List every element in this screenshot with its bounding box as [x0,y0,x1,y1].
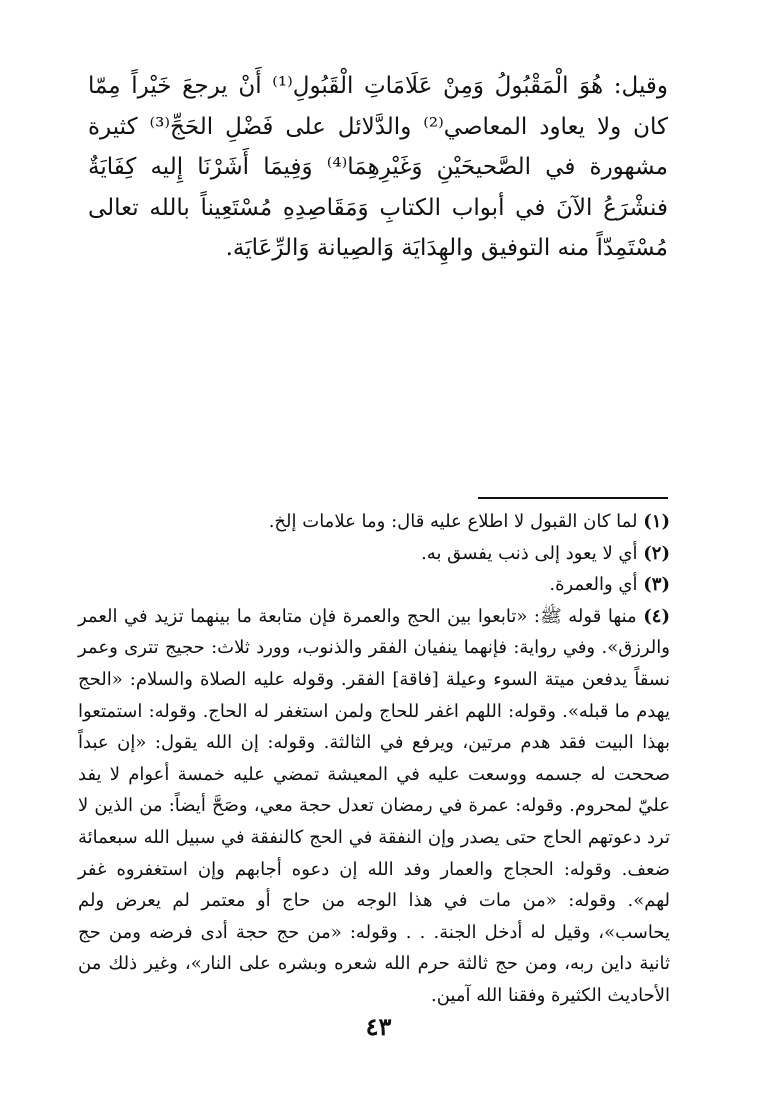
footnote-number: (٢) [643,542,670,564]
footnote-text: أي لا يعود إلى ذنب يفسق به. [421,542,638,564]
footnote-divider [478,497,668,499]
footnote-number: (٤) [643,605,670,627]
footnote-text: لما كان القبول لا اطلاع عليه قال: وما علامات إلخ. [268,511,638,532]
footnote-2 [78,538,670,570]
main-text-block [88,66,668,269]
footnote-3 [78,569,670,601]
footnotes-section [78,506,670,1012]
footnote-1 [78,506,670,538]
page-number: ٤٣ [365,1012,392,1041]
footnote-number: (١) [643,511,670,532]
footnote-number: (٣) [643,574,670,596]
footnote-4 [78,601,670,1012]
main-paragraph: وقيل: هُوَ الْمَقْبُولُ وَمِنْ عَلَامَاتِ الْقَبُولِ⁽¹⁾ أَنْ يرجعَ خَيْراً مِمّا كان ولا يعاود المعاصي⁽²⁾ والدَّلائل على فَضْلِ الحَجِّ⁽³⁾ كثيرة مشهورة في الصَّحيحَيْنِ وَغَيْرِهِمَا⁽⁴⁾ وَفِيمَا أَشَرْنَا إِليه كِفَايَةٌ فنشْرَعُ الآنَ في أبواب الكتابِ وَمَقَاصِدِهِ مُسْتَعِيناً بالله تعالى مُسْتَمِدّاً منه التوفيق والهِدَايَة وَالصِيانة وَالرِّعَايَة. [88,73,668,261]
footnote-text: منها قوله ﷺ: «تابعوا بين الحج والعمرة فإن متابعة ما بينهما تزيد في العمر والرزق». وفي رواية: فإنهما ينفيان الفقر والذنوب، وورد ثلاث: حجيج تترى وعمر نسقاً يدفعن ميتة السوء وعيلة [فاقة] الفقر. وقوله عليه الصلاة والسلام: «الحج يهدم ما قبله». وقوله: اللهم اغفر للحاج ولمن استغفر له الحاج. وقوله: استمتعوا بهذا البيت فقد هدم مرتين، ويرفع في الثالثة. وقوله: إن الله يقول: «إن عبداً صححت له جسمه ووسعت عليه في المعيشة تمضي عليه خمسة أعوام لا يفد عليّ لمحروم. وقوله: عمرة في رمضان تعدل حجة معي، وصَحَّ أيضاً: من الذين لا ترد دعوتهم الحاج حتى يصدر وإن النفقة في الحج كالنفقة في سبيل الله سبعمائة ضعف. وقوله: الحجاج والعمار وفد الله إن دعوه أجابهم وإن استغفروه غفر لهم». وقوله: «من مات في هذا الوجه من حاج أو معتمر لم يعرض ولم يحاسب»، وقيل له أدخل الجنة. . . وقوله: «من حج حجة أدى فرضه ومن حج ثانية داين ربه، ومن حج ثالثة حرم الله شعره وبشره على النار»، وغير ذلك من الأحاديث الكثيرة وفقنا الله آمين. [78,605,670,1006]
footnote-text: أي والعمرة. [549,574,638,596]
